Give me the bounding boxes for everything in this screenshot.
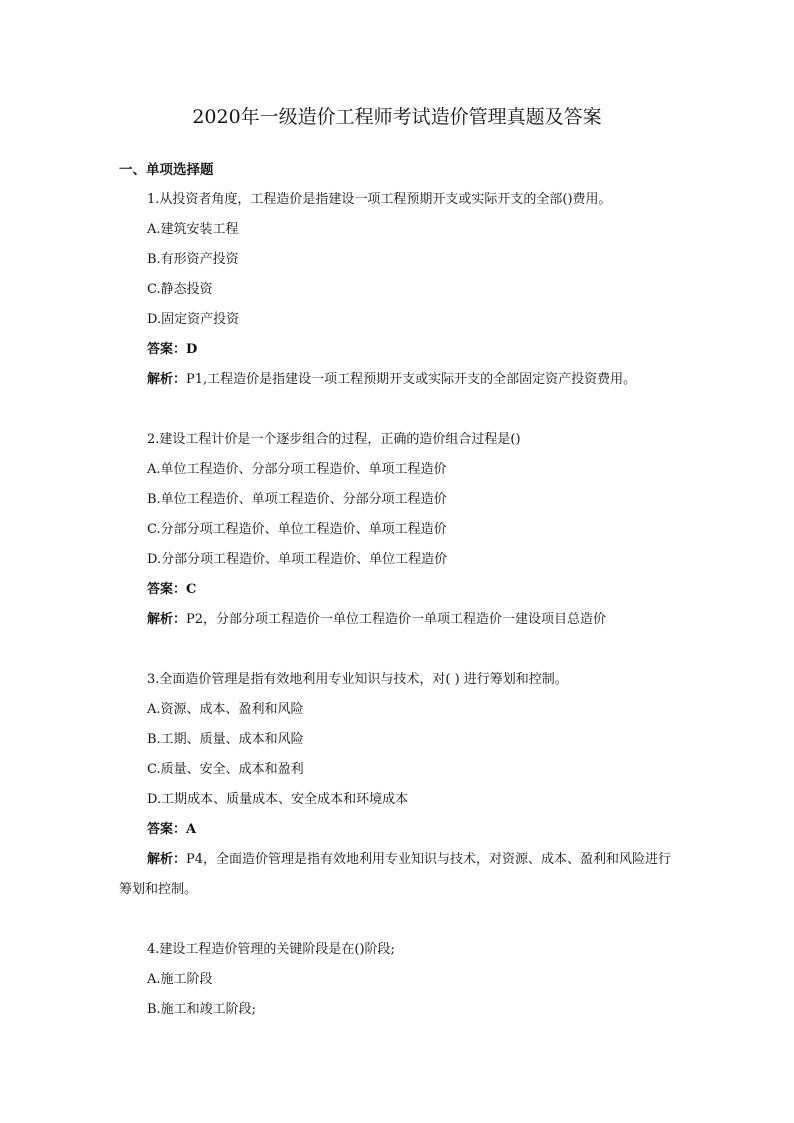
answer-value: D (186, 342, 198, 357)
question-3-option-a: A.资源、成本、盈利和风险 (147, 702, 304, 717)
question-2-explanation (147, 610, 606, 630)
question-3-option-d: D.工期成本、质量成本、安全成本和环境成本 (147, 792, 409, 807)
explanation-text: P2，分部分项工程造价一单位工程造价一单项工程造价一建设项目总造价 (186, 612, 607, 627)
explanation-text: P1,工程造价是指建设一项工程预期开支或实际开支的全部固定资产投资费用。 (186, 372, 637, 387)
question-3-option-c: C.质量、安全、成本和盈利 (147, 762, 304, 777)
document-title: 2020年一级造价工程师考试造价管理真题及答案 (192, 106, 602, 128)
explanation-label: 解析： (147, 612, 187, 627)
answer-label: 答案： (147, 582, 187, 597)
question-2-stem: 2.建设工程计价是一个逐步组合的过程，正确的造价组合过程是() (147, 432, 521, 447)
section-heading: 一、单项选择题 (119, 162, 214, 178)
question-1-option-a: A.建筑安装工程 (147, 222, 239, 237)
question-1-stem: 1.从投资者角度，工程造价是指建设一项工程预期开支或实际开支的全部()费用。 (147, 192, 612, 207)
answer-value: A (186, 822, 197, 837)
question-4-option-a: A.施工阶段 (147, 972, 213, 987)
question-3-option-b: B.工期、质量、成本和风险 (147, 732, 304, 747)
question-3-explanation (119, 845, 679, 905)
question-1-option-d: D.固定资产投资 (147, 312, 240, 327)
question-3-stem: 3.全面造价管理是指有效地利用专业知识与技术，对( ) 进行筹划和控制。 (147, 672, 568, 687)
question-1-answer (147, 340, 197, 360)
answer-label: 答案： (147, 822, 187, 837)
question-1-explanation (147, 370, 636, 390)
question-1-option-c: C.静态投资 (147, 282, 213, 297)
question-4-option-b: B.施工和竣工阶段; (147, 1002, 257, 1017)
question-2-option-a: A.单位工程造价、分部分项工程造价、单项工程造价 (147, 462, 447, 477)
explanation-label: 解析： (147, 852, 187, 867)
question-2-option-b: B.单位工程造价、单项工程造价、分部分项工程造价 (147, 492, 447, 507)
question-3-answer (147, 820, 196, 840)
question-1-option-b: B.有形资产投资 (147, 252, 239, 267)
explanation-text: P4，全面造价管理是指有效地利用专业知识与技术，对资源、成本、盈利和风险进行筹划和控制。 (119, 852, 672, 897)
answer-label: 答案： (147, 342, 187, 357)
answer-value: C (186, 582, 197, 597)
explanation-label: 解析： (147, 372, 187, 387)
question-2-option-d: D.分部分项工程造价、单项工程造价、单位工程造价 (147, 552, 448, 567)
question-4-stem: 4.建设工程造价管理的关键阶段是在()阶段; (147, 942, 395, 957)
question-2-answer (147, 580, 196, 600)
question-2-option-c: C.分部分项工程造价、单位工程造价、单项工程造价 (147, 522, 447, 537)
